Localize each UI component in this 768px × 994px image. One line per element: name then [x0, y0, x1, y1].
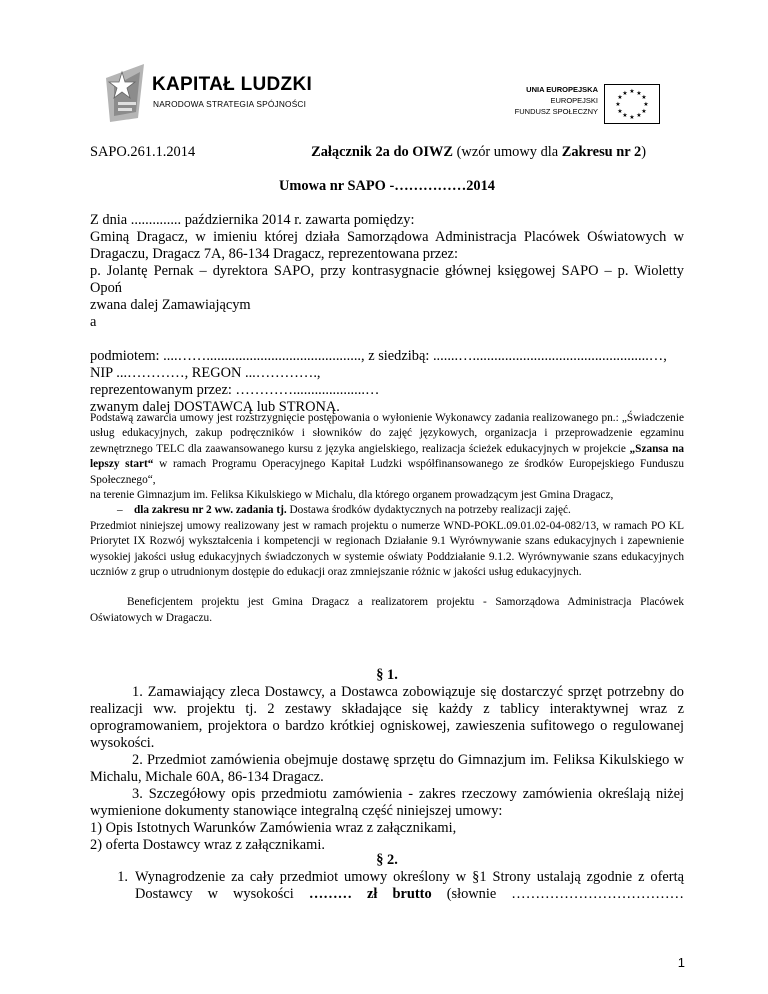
range-item: [90, 503, 684, 518]
section-2-point-body: [135, 869, 684, 903]
supplier-name-line: podmiotem: ....……..........................................., z siedzibą: .......….................................................…,: [90, 348, 667, 364]
section-1-list-item-2: 2) oferta Dostawcy wraz z załącznikami.: [90, 837, 325, 853]
basis-paragraph: [90, 411, 684, 488]
contract-basis: [90, 411, 684, 626]
intro-representative: p. Jolantę Pernak – dyrektora SAPO, przy kontrasygnacie głównej księgowej SAPO – p. Wioletty Opoń: [90, 263, 684, 296]
attachment-label-part: dla: [540, 144, 559, 160]
section-2-point-number: 1.: [117, 869, 128, 885]
supplier-label-line: zwanym dalej DOSTAWCĄ lub STRONĄ.: [90, 399, 340, 415]
section-1-list-item-1: 1) Opis Istotnych Warunków Zamówienia wraz z załącznikami,: [90, 820, 457, 836]
section-2: [90, 852, 684, 903]
eu-logo-text: [515, 84, 598, 117]
supplier-representative-line: reprezentowanym przez: …………....................…: [90, 382, 380, 398]
supplier-party: [90, 348, 684, 416]
range-label: dla zakresu nr 2 ww. zadania tj.: [133, 504, 287, 517]
project-scope-paragraph: Przedmiot niniejszej umowy realizowany jest w ramach projektu o numerze WND-POKL.09.01.02-04-082/13, w ramach PO KL Priorytet IX Rozwój wykształcenia i kompetencji w regionach Działanie 9.1 Wyrównywanie szans edukacyjnych i zapewnienie wysokiej jakości usług edukacyjnych świadczonych w systemie oświaty Poddziałanie 9.1.2. Wyrównywanie szans edukacyjnych uczniów z grup o utrudnionym dostępie do edukacji oraz zmniejszanie różnic w jakości usług edukacyjnych.: [90, 519, 684, 579]
section-2-point-1: [90, 869, 684, 903]
svg-text:★: ★: [629, 88, 635, 95]
section-1-point-1: 1. Zamawiający zleca Dostawcy, a Dostawca zobowiązuje się dostarczyć sprzęt potrzebny do realizacji ww. projektu tj. 2 zestawy składające się każdy z tablicy interaktywnej wraz z oprogramowaniem, projektora o bardzo krótkiej ogniskowej, zawieszenia sufitowego o regulowanej wysokości.: [90, 684, 684, 751]
svg-text:★: ★: [636, 90, 642, 97]
kapital-ludzki-emblem-icon: [100, 56, 148, 126]
svg-text:★: ★: [615, 101, 621, 108]
svg-text:★: ★: [629, 114, 635, 121]
project-name: „Szansa na lepszy start“: [90, 442, 684, 471]
contract-intro: [90, 212, 684, 314]
kapital-ludzki-logo: [100, 56, 313, 126]
eu-logo: [498, 84, 668, 124]
basis-text: Podstawą zawarcia umowy jest rozstrzygnięcie postępowania o wyłonienie Wykonawcy zadania realizowanego pn.: „Świadczenie usług edukacyjnych, zakup podręczników i słowników do zajęć językowych, organizacja i przeprowadzenie egzaminu zewnętrznego TELC dla zaawansowanego kursu z języka angielskiego, realizacja ścieżek edukacyjnych w projekcie: [90, 412, 684, 455]
svg-text:★: ★: [622, 90, 628, 97]
attachment-label-part: Zakresu nr 2: [558, 144, 642, 160]
range-text: Dostawa środków dydaktycznych na potrzeby realizacji zajęć.: [286, 504, 571, 517]
section-1-point-3: 3. Szczegółowy opis przedmiotu zamówienia - zakres rzeczowy zamówienia określają niżej wymienione dokumenty stanowiące integralną część niniejszej umowy:: [90, 786, 684, 819]
section-2-line-1: Wynagrodzenie za cały przedmiot umowy określony w §1 Strony ustalają zgodnie z ofertą: [135, 869, 684, 885]
section-2-line-2: [135, 886, 684, 903]
range-dash: –: [117, 504, 123, 517]
supplier-nip-line: NIP ...…………, REGON ...………….,: [90, 365, 321, 381]
beneficiary-paragraph: Beneficjentem projektu jest Gmina Dragacz a realizatorem projektu - Samorządowa Administracja Placówek Oświatowych w Dragaczu.: [90, 596, 684, 624]
svg-text:★: ★: [641, 94, 647, 101]
eu-logo-line1: UNIA EUROPEJSKA: [526, 85, 598, 94]
section-2-title: § 2.: [376, 852, 398, 868]
eu-logo-line2: EUROPEJSKI: [550, 96, 598, 105]
attachment-label-part: ): [641, 144, 646, 160]
eu-logo-line3: FUNDUSZ SPOŁECZNY: [514, 107, 598, 116]
intro-date: Z dnia .............. października 2014 r. zawarta pomiędzy:: [90, 212, 415, 228]
svg-text:★: ★: [617, 94, 623, 101]
section-1-title: § 1.: [376, 667, 398, 683]
svg-text:★: ★: [622, 112, 628, 119]
svg-text:★: ★: [617, 108, 623, 115]
eu-flag-icon: [604, 84, 660, 124]
svg-text:★: ★: [636, 112, 642, 119]
reference-number: SAPO.261.1.2014: [90, 144, 196, 160]
section-2-amount: ……… zł brutto: [308, 886, 432, 902]
section-2-text: (słownie ………………………………: [431, 886, 684, 902]
svg-text:★: ★: [643, 101, 649, 108]
kapital-ludzki-subtitle: NARODOWA STRATEGIA SPÓJNOŚCI: [153, 99, 307, 109]
page-number: 1: [677, 955, 685, 970]
conjunction-a: a: [90, 314, 97, 330]
kapital-ludzki-title: KAPITAŁ LUDZKI: [152, 74, 313, 95]
attachment-label-part: (wzór umowy: [453, 144, 541, 160]
basis-location: na terenie Gimnazjum im. Feliksa Kikulskiego w Michalu, dla którego organem prowadzącym jest Gmina Dragacz,: [90, 489, 614, 502]
intro-party-gmina: Gminą Dragacz, w imieniu której działa Samorządowa Administracja Placówek Oświatowych w Dragaczu, Dragacz 7A, 86-134 Dragacz, reprezentowana przez:: [90, 229, 684, 262]
reference-row: [90, 144, 684, 161]
attachment-label-part: Załącznik 2a do OIWZ: [311, 144, 454, 160]
section-1: [90, 667, 684, 854]
contract-title: Umowa nr SAPO -……………2014: [279, 178, 495, 194]
section-1-point-2: 2. Przedmiot zamówienia obejmuje dostawę sprzętu do Gimnazjum im. Feliksa Kikulskiego w Michalu, Michale 60A, 86-134 Dragacz.: [90, 752, 684, 785]
basis-text: w ramach Programu Operacyjnego Kapitał Ludzki współfinansowanego ze środków Europejskiego Funduszu Społecznego“,: [90, 458, 684, 486]
attachment-label: [311, 144, 684, 161]
intro-ordering-party: zwana dalej Zamawiającym: [90, 297, 251, 313]
section-2-text: Dostawcy w wysokości: [135, 886, 309, 902]
svg-text:★: ★: [641, 108, 647, 115]
